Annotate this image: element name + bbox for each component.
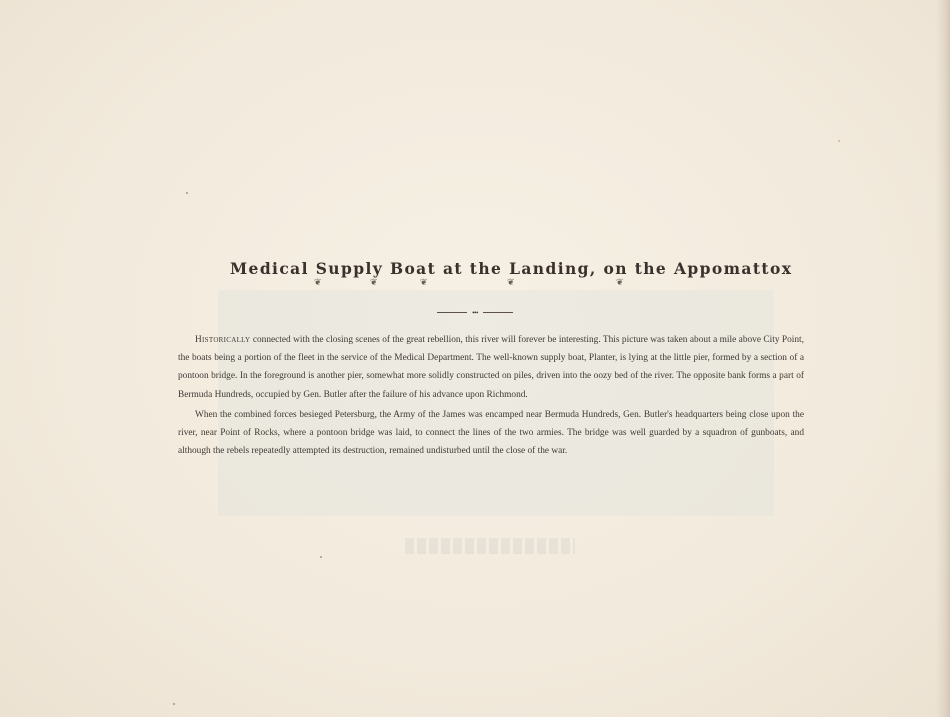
title-flourishes [300,279,640,293]
ornamental-rule-icon [437,310,513,316]
body-text [178,331,804,462]
bleed-through-caption-shadow [405,538,575,554]
paper-speck [320,556,322,558]
ornamental-flourish-icon: ❦ [420,278,428,288]
paper-speck [838,140,840,142]
ornamental-flourish-icon: ❦ [370,278,378,288]
ornamental-flourish-icon: ❦ [616,278,624,288]
paper-speck [173,703,175,705]
page-edge-shadow [936,0,950,717]
ornamental-flourish-icon: ❦ [314,278,322,288]
rule-line-right [483,312,513,313]
paragraph-1 [178,331,804,404]
paragraph-2 [178,406,804,461]
page-title: Medical Supply Boat at the Landing, on the Appomattox [230,259,793,278]
rule-line-left [437,312,467,313]
paragraph-2-text: When the combined forces besieged Petersburg, the Army of the James was encamped near Bermuda Hundreds, Gen. Butler's headquarters being close upon the river, near Point of Rocks, where a pontoon bridge was laid, to connect the lines of the two armies. The bridge was well guarded by a squadron of gunboats, and although the rebels repeatedly attempted its destruction, remained undisturbed until the close of the war. [178,409,804,457]
paragraph-1-text: connected with the closing scenes of the great rebellion, this river will forever be interesting. This picture was taken about a mile above City Point, the boats being a portion of the fleet in the service of the Medical Department. The well-known supply boat, Planter, is lying at the little pier, formed by a section of a pontoon bridge. In the foreground is another pier, somewhat more solidly constructed on piles, driven into the oozy bed of the river. The opposite bank forms a part of Bermuda Hundreds, occupied by Gen. Butler after the failure of his advance upon Richmond. [178,335,804,400]
rule-ornament: ••• [472,309,478,317]
paper-speck [186,192,188,194]
ornamental-flourish-icon: ❦ [507,278,515,288]
drop-lead-word: Historically [195,335,251,345]
